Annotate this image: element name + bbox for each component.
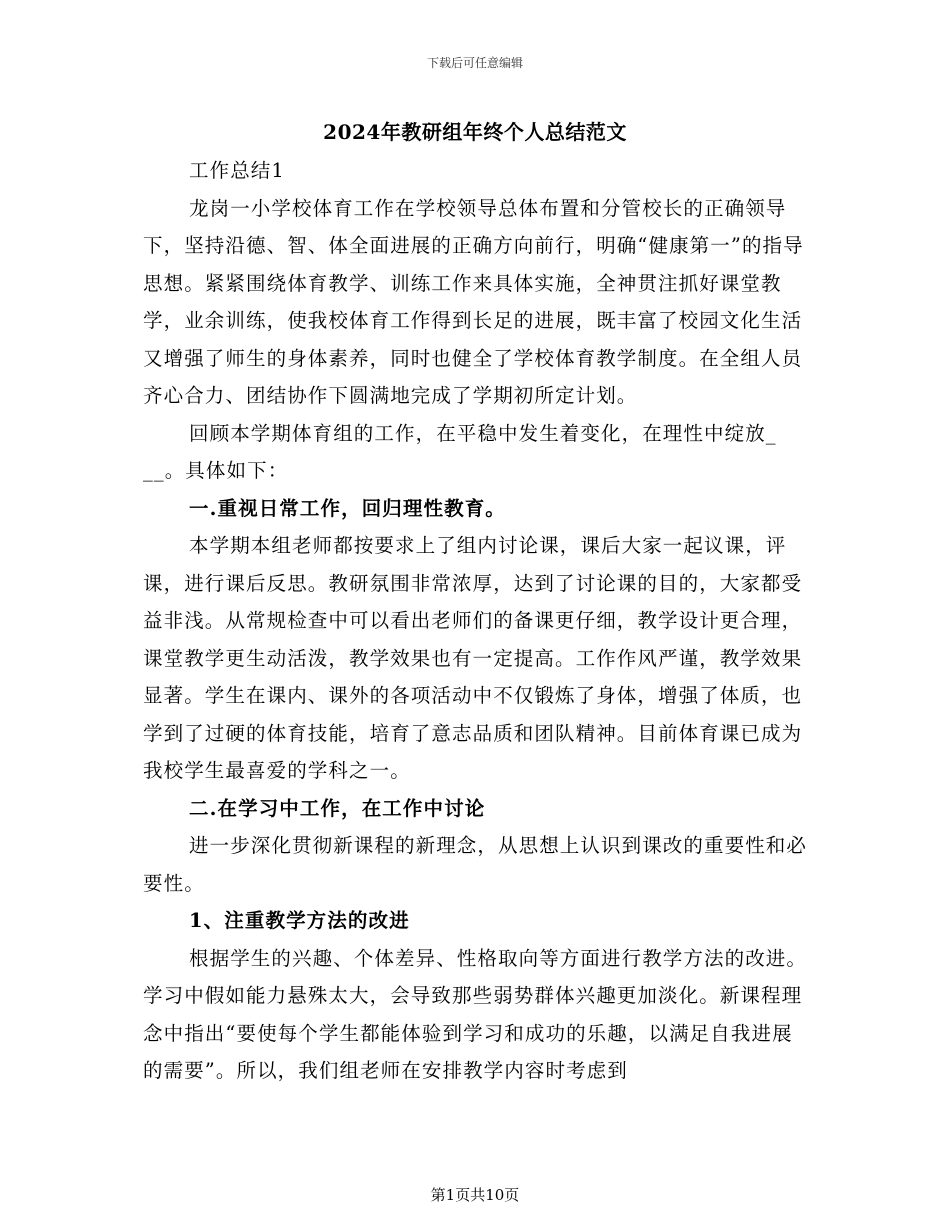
paragraph-review: 回顾本学期体育组的工作，在平稳中发生着变化，在理性中绽放_ __。具体如下：: [143, 421, 777, 482]
paragraph-intro: 龙岗一小学校体育工作在学校领导总体布置和分管校长的正确领导下，坚持沿德、智、体全面进展的正确方向前行，明确“健康第一”的指导思想。紧紧围绕体育教学、训练工作来具体实施，全神贯注抓好课堂教学，业余训练，使我校体育工作得到长足的进展，既丰富了校园文化生活又增强了师生的身体素养，同时也健全了学校体育教学制度。在全组人员齐心合力、团结协作下圆满地完成了学期初所定计划。: [143, 196, 804, 407]
paragraph-subsection-1: 根据学生的兴趣、个体差异、性格取向等方面进行教学方法的改进。学习中假如能力悬殊太大，会导致那些弱势群体兴趣更加淡化。新课程理念中指出“要使每个学生都能体验到学习和成功的乐趣，以满足自我进展的需要”。所以，我们组老师在安排教学内容时考虑到: [143, 946, 808, 1082]
document-title: 2024年教研组年终个人总结范文: [323, 120, 627, 144]
document-body: [143, 152, 808, 1090]
page-header-note: 下载后可任意编辑: [426, 56, 523, 70]
paragraph-section-2: 进一步深化贯彻新课程的新理念，从思想上认识到课改的重要性和必要性。: [143, 834, 808, 895]
section-heading-2: 二.在学习中工作，在工作中讨论: [189, 796, 486, 820]
page-footer-number: 第1页共10页: [430, 1186, 520, 1204]
paragraph-section-1: 本学期本组老师都按要求上了组内讨论课，课后大家一起议课，评课，进行课后反思。教研氛围非常浓厚，达到了讨论课的目的，大家都受益非浅。从常规检查中可以看出老师们的备课更仔细，教学设计更合理，课堂教学更生动活泼，教学效果也有一定提高。工作作风严谨，教学效果显著。学生在课内、课外的各项活动中不仅锻炼了身体，增强了体质，也学到了过硬的体育技能，培育了意志品质和团队精神。目前体育课已成为我校学生最喜爱的学科之一。: [143, 534, 803, 782]
subsection-heading-1: 1、注重教学方法的改进: [189, 909, 410, 932]
section-heading-1: 一.重视日常工作，回归理性教育。: [189, 496, 506, 520]
paragraph-section-label: 工作总结1: [189, 159, 285, 182]
